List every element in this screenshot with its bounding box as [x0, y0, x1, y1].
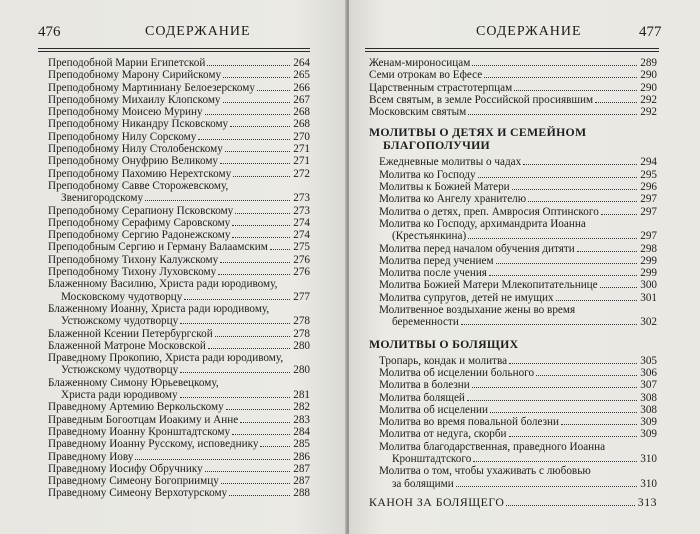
entry-title: Преподобному Нилу Сорскому [48, 130, 197, 143]
entry-page: 301 [640, 291, 657, 304]
entry-page: 287 [293, 462, 310, 475]
entry-page: 306 [640, 366, 657, 379]
leader-dots [461, 324, 637, 325]
entry-title: Блаженной Ксении Петербургской [48, 327, 213, 340]
leader-dots [232, 236, 290, 238]
entry-page: 295 [640, 168, 657, 181]
header-rule [38, 48, 310, 49]
leader-dots [223, 101, 291, 103]
toc-entry[interactable] [357, 304, 657, 329]
toc-entry[interactable] [357, 441, 657, 466]
entry-title-cont: (Крестьянкина) [392, 230, 467, 243]
entry-title: Праведному Иосифу Обручнику [48, 462, 203, 475]
entry-title: Преподобному Сергию Радонежскому [48, 229, 231, 242]
toc-entry[interactable] [369, 69, 657, 81]
entry-title: Блаженному Иоанну, Христа ради юродивому, [48, 302, 270, 315]
entry-title: Праведному Иоанну Русскому, исповеднику [48, 438, 259, 451]
toc-entry[interactable] [48, 487, 310, 499]
entry-page: 286 [293, 450, 310, 463]
toc-entry[interactable] [48, 241, 310, 253]
leader-dots [180, 323, 290, 324]
toc-entry[interactable] [357, 156, 657, 168]
entry-title: Молитва в болезни [379, 379, 470, 392]
leader-dots [478, 176, 638, 178]
entry-page: 287 [293, 475, 310, 488]
leader-dots [229, 494, 290, 496]
entry-page: 300 [640, 279, 657, 292]
entry-title: Преподобному Мартиниану Белоезерскому [48, 81, 255, 94]
entry-page: 270 [293, 130, 310, 143]
entry-page: 268 [293, 106, 310, 119]
leader-dots [601, 213, 637, 215]
leader-dots [490, 411, 637, 413]
leader-dots [536, 374, 637, 376]
leader-dots [467, 399, 637, 401]
section-children-entries [357, 156, 657, 328]
toc-entry[interactable] [48, 106, 310, 118]
entry-page: 313 [637, 494, 657, 509]
toc-entry[interactable] [369, 106, 657, 118]
entry-title: Преподобному Савве Сторожевскому, [48, 179, 229, 192]
leader-dots [207, 64, 290, 66]
toc-entry[interactable] [357, 392, 657, 404]
entry-page: 297 [640, 205, 657, 218]
entry-page: 274 [293, 216, 310, 229]
entry-title: Праведному Симеону Верхотурскому [48, 487, 228, 500]
entry-page: 271 [293, 155, 310, 168]
toc-entry[interactable] [48, 340, 310, 352]
entry-title: Праведному Прокопию, Христа ради юродивому, [48, 352, 284, 365]
leader-dots [496, 262, 638, 264]
left-running-title: СОДЕРЖАНИЕ [145, 24, 251, 39]
entry-page: 273 [293, 192, 310, 205]
section-heading-children [369, 126, 657, 152]
leader-dots [512, 188, 638, 190]
entry-title: Молитва Божией Матери Млекопитательнице [379, 279, 598, 292]
entry-title: Преподобной Марии Египетской [48, 57, 206, 69]
entry-title-cont: Устюжскому чудотворцу [61, 315, 179, 328]
toc-entry[interactable] [48, 303, 310, 328]
leader-dots [205, 113, 291, 115]
entry-title: Молитва о детях, преп. Амвросия Оптинского [379, 205, 599, 218]
entry-page: 297 [640, 230, 657, 243]
toc-entry[interactable] [48, 229, 310, 241]
entry-page: 284 [293, 425, 310, 438]
entry-title: Преподобному Нилу Столобенскому [48, 143, 223, 156]
entry-title: Праведному Иоанну Кронштадтскому [48, 425, 231, 438]
leader-dots [489, 274, 637, 276]
toc-entry[interactable] [48, 69, 310, 81]
leader-dots [184, 299, 290, 300]
entry-page: 308 [640, 403, 657, 416]
leader-dots [257, 89, 290, 91]
toc-entry[interactable] [48, 131, 310, 143]
toc-entry[interactable] [357, 267, 657, 279]
toc-entry[interactable] [48, 414, 310, 426]
toc-entry[interactable] [48, 401, 310, 413]
entry-title: Молитва ко Господу, архимандрита Иоанна [379, 217, 586, 230]
leader-dots [514, 89, 637, 91]
leader-dots [232, 224, 290, 226]
entry-title: Преподобному Пахомию Нерехтскому [48, 167, 232, 180]
entry-title: Блаженному Симону Юрьевецкому, [48, 376, 219, 389]
toc-entry[interactable] [48, 463, 310, 475]
right-page-number: 477 [639, 24, 662, 40]
entry-page: 296 [640, 181, 657, 194]
entry-title: Молитва ко Господу [379, 168, 476, 181]
leader-dots [205, 470, 290, 472]
entry-page: 281 [293, 389, 310, 402]
entry-title: Молитва от недуга, скорби [379, 428, 507, 441]
toc-entry[interactable] [48, 377, 310, 402]
toc-entry[interactable] [48, 217, 310, 229]
entry-title: Праведному Симеону Богоприимцу [48, 475, 219, 488]
entry-page: 309 [640, 428, 657, 441]
entry-title: Семи отрокам во Ефесе [369, 69, 483, 82]
entry-page: 292 [640, 93, 657, 106]
toc-entry[interactable] [48, 438, 310, 450]
toc-entry[interactable] [48, 266, 310, 278]
entry-page: 282 [293, 401, 310, 414]
entry-page: 273 [293, 204, 310, 217]
entry-page: 307 [640, 379, 657, 392]
leader-dots [180, 372, 290, 373]
entry-page: 309 [640, 416, 657, 429]
section-title: МОЛИТВЫ О БОЛЯЩИХ [369, 336, 519, 351]
leader-dots [226, 408, 291, 410]
toc-entry[interactable] [48, 205, 310, 217]
entry-title-cont: Московскому чудотворцу [61, 290, 183, 303]
leader-dots [561, 423, 637, 425]
toc-entry[interactable] [369, 82, 657, 94]
entry-title: Праведному Иову [48, 450, 134, 463]
toc-entry[interactable] [357, 279, 657, 291]
entry-title: Преподобному Онуфрию Великому [48, 155, 218, 168]
entry-page: 285 [293, 438, 310, 451]
leader-dots [600, 286, 638, 288]
entry-title: Молитва супругов, детей не имущих [379, 291, 554, 304]
entry-page: 305 [640, 354, 657, 367]
entry-title: Преподобному Тихону Калужскому [48, 253, 219, 266]
entry-title-cont: за болящими [392, 477, 454, 490]
entry-title: Царственным страстотерпцам [369, 81, 513, 94]
entry-title: Преподобному Михаилу Клопскому [48, 93, 221, 106]
leader-dots [240, 421, 290, 423]
entry-page: 302 [640, 316, 657, 329]
section-sick-entries [357, 355, 657, 490]
entry-page: 276 [293, 266, 310, 279]
toc-entry[interactable] [48, 254, 310, 266]
leader-dots [468, 238, 637, 239]
entry-title-cont: беременности [392, 316, 459, 329]
entry-title-cont: Устюжскому чудотворцу [61, 364, 179, 377]
leader-dots [198, 138, 290, 140]
entry-page: 290 [640, 69, 657, 82]
right-running-title: СОДЕРЖАНИЕ [476, 24, 582, 39]
entry-title: Преподобному Моисею Мурину [48, 106, 203, 119]
toc-entry[interactable] [48, 278, 310, 303]
leader-dots [523, 163, 637, 165]
leader-dots [260, 445, 290, 447]
entry-page: 275 [293, 241, 310, 254]
entry-page: 274 [293, 229, 310, 242]
toc-entry[interactable] [48, 118, 310, 130]
toc-entry[interactable] [48, 451, 310, 463]
toc-entry[interactable] [48, 426, 310, 438]
leader-dots [456, 486, 638, 487]
entry-page: 280 [293, 339, 310, 352]
top-entries-group [369, 57, 657, 118]
toc-entry[interactable] [357, 428, 657, 440]
entry-title: Всем святым, в земле Российской просиявшим [369, 93, 594, 106]
entry-title: Молитва болящей [379, 391, 465, 404]
toc-entry[interactable] [48, 475, 310, 487]
toc-entry[interactable] [357, 367, 657, 379]
entry-page: 272 [293, 167, 310, 180]
toc-entry[interactable] [357, 355, 657, 367]
entry-title: Молитва о том, чтобы ухаживать с любовью [379, 465, 591, 478]
leader-dots [472, 386, 637, 388]
toc-entry[interactable] [48, 352, 310, 377]
left-header [0, 12, 347, 40]
entry-title: Молитвы к Божией Матери [379, 181, 510, 194]
header-rule-thin [365, 51, 659, 52]
toc-entry[interactable] [357, 255, 657, 267]
leader-dots [221, 482, 290, 484]
left-page [0, 0, 347, 534]
entry-title: Блаженному Василию, Христа ради юродивому, [48, 278, 278, 291]
entry-page: 271 [293, 143, 310, 156]
entry-page: 283 [293, 413, 310, 426]
leader-dots [484, 76, 637, 78]
leader-dots [473, 461, 637, 462]
toc-entry[interactable] [357, 404, 657, 416]
left-toc-list [48, 57, 310, 500]
entry-page: 278 [293, 327, 310, 340]
entry-title: Молитва ко Ангелу хранителю [379, 193, 527, 206]
leader-dots [472, 64, 637, 66]
entry-page: 277 [293, 290, 310, 303]
entry-page: 268 [293, 118, 310, 131]
leader-dots [468, 113, 637, 115]
leader-dots [235, 212, 290, 214]
leader-dots [506, 504, 634, 506]
leader-dots [218, 273, 290, 275]
entry-page: 310 [640, 477, 657, 490]
entry-title: Преподобным Сергию и Герману Валаамским [48, 241, 268, 254]
toc-entry[interactable] [357, 243, 657, 255]
entry-title: Преподобному Серафиму Саровскому [48, 216, 231, 229]
entry-page: 299 [640, 254, 657, 267]
entry-title: Молитва после учения [379, 267, 487, 280]
toc-entry-kanon[interactable] [369, 496, 657, 509]
toc-entry[interactable] [369, 94, 657, 106]
toc-entry[interactable] [48, 328, 310, 340]
header-rule [365, 48, 659, 49]
entry-title: Праведному Артемию Веркольскому [48, 401, 224, 414]
entry-title: Блаженной Матроне Московской [48, 339, 206, 352]
toc-entry[interactable] [48, 82, 310, 94]
entry-title: Преподобному Серапиону Псковскому [48, 204, 234, 217]
leader-dots [509, 362, 637, 364]
leader-dots [220, 261, 290, 263]
entry-page: 299 [640, 267, 657, 280]
entry-title: Женам-мироносицам [369, 57, 471, 69]
entry-title-cont: Кронштадтского [392, 453, 472, 466]
section-title-line1: МОЛИТВЫ О ДЕТЯХ И СЕМЕЙНОМ [369, 125, 587, 140]
right-header [349, 12, 700, 40]
leader-dots [577, 250, 637, 252]
leader-dots [135, 458, 290, 460]
right-page [349, 0, 700, 534]
entry-title-cont: Звенигородскому [61, 192, 144, 205]
leader-dots [180, 397, 291, 398]
leader-dots [145, 200, 290, 201]
entry-page: 267 [293, 93, 310, 106]
toc-entry[interactable] [48, 168, 310, 180]
entry-title: Преподобному Тихону Луховскому [48, 266, 217, 279]
toc-entry[interactable] [357, 379, 657, 391]
entry-page: 310 [640, 453, 657, 466]
header-rule-thin [38, 51, 310, 52]
toc-entry[interactable] [369, 57, 657, 69]
toc-entry[interactable] [357, 416, 657, 428]
toc-entry[interactable] [357, 181, 657, 193]
leader-dots [232, 433, 290, 435]
toc-entry[interactable] [357, 465, 657, 490]
entry-page: 280 [293, 364, 310, 377]
toc-entry[interactable] [48, 180, 310, 205]
entry-title: Молитва об исцелении [379, 403, 488, 416]
toc-entry[interactable] [48, 57, 310, 69]
entry-page: 289 [640, 57, 657, 69]
leader-dots [215, 335, 291, 337]
leader-dots [230, 125, 290, 127]
entry-page: 276 [293, 253, 310, 266]
entry-title: Ежедневные молитвы о чадах [379, 156, 522, 169]
entry-title: Молитва перед учением [379, 254, 494, 267]
entry-title: КАНОН ЗА БОЛЯЩЕГО [369, 494, 505, 509]
leader-dots [528, 200, 637, 202]
entry-page: 298 [640, 242, 657, 255]
entry-page: 290 [640, 81, 657, 94]
leader-dots [223, 76, 290, 78]
toc-entry[interactable] [357, 218, 657, 243]
entry-title: Преподобному Никандру Псковскому [48, 118, 229, 131]
entry-title: Молитвенное воздыхание жены во время [379, 304, 576, 317]
leader-dots [595, 101, 637, 103]
entry-page: 297 [640, 193, 657, 206]
entry-title: Молитва об исцелении больного [379, 366, 535, 379]
toc-entry[interactable] [48, 143, 310, 155]
leader-dots [556, 299, 638, 301]
leader-dots [225, 150, 290, 152]
entry-title: Московским святым [369, 106, 467, 119]
entry-title-cont: Христа ради юродивому [61, 389, 178, 402]
toc-entry[interactable] [357, 169, 657, 181]
entry-page: 278 [293, 315, 310, 328]
entry-page: 265 [293, 69, 310, 82]
toc-entry[interactable] [48, 94, 310, 106]
entry-page: 292 [640, 106, 657, 119]
entry-page: 288 [293, 487, 310, 500]
entry-title: Преподобному Марону Сирийскому [48, 69, 222, 82]
toc-entry[interactable] [357, 292, 657, 304]
leader-dots [270, 248, 290, 250]
leader-dots [233, 175, 290, 177]
section-title-line2: БЛАГОПОЛУЧИИ [383, 138, 491, 153]
entry-page: 264 [293, 57, 310, 69]
toc-entry[interactable] [48, 155, 310, 167]
right-toc-list [369, 57, 657, 509]
entry-title: Молитва благодарственная, праведного Иоанна [379, 440, 606, 453]
section-heading-sick [369, 338, 657, 351]
left-page-number: 476 [38, 24, 61, 40]
entry-title: Молитва во время повальной болезни [379, 416, 559, 429]
entry-page: 294 [640, 156, 657, 169]
leader-dots [509, 435, 638, 437]
toc-entry[interactable] [357, 193, 657, 205]
entry-title: Праведным Богоотцам Иоакиму и Анне [48, 413, 239, 426]
leader-dots [220, 162, 290, 164]
leader-dots [208, 347, 290, 349]
entry-title: Молитва перед началом обучения дитяти [379, 242, 575, 255]
entry-title: Тропарь, кондак и молитва [379, 354, 508, 367]
entry-page: 266 [293, 81, 310, 94]
toc-entry[interactable] [357, 206, 657, 218]
entry-page: 308 [640, 391, 657, 404]
